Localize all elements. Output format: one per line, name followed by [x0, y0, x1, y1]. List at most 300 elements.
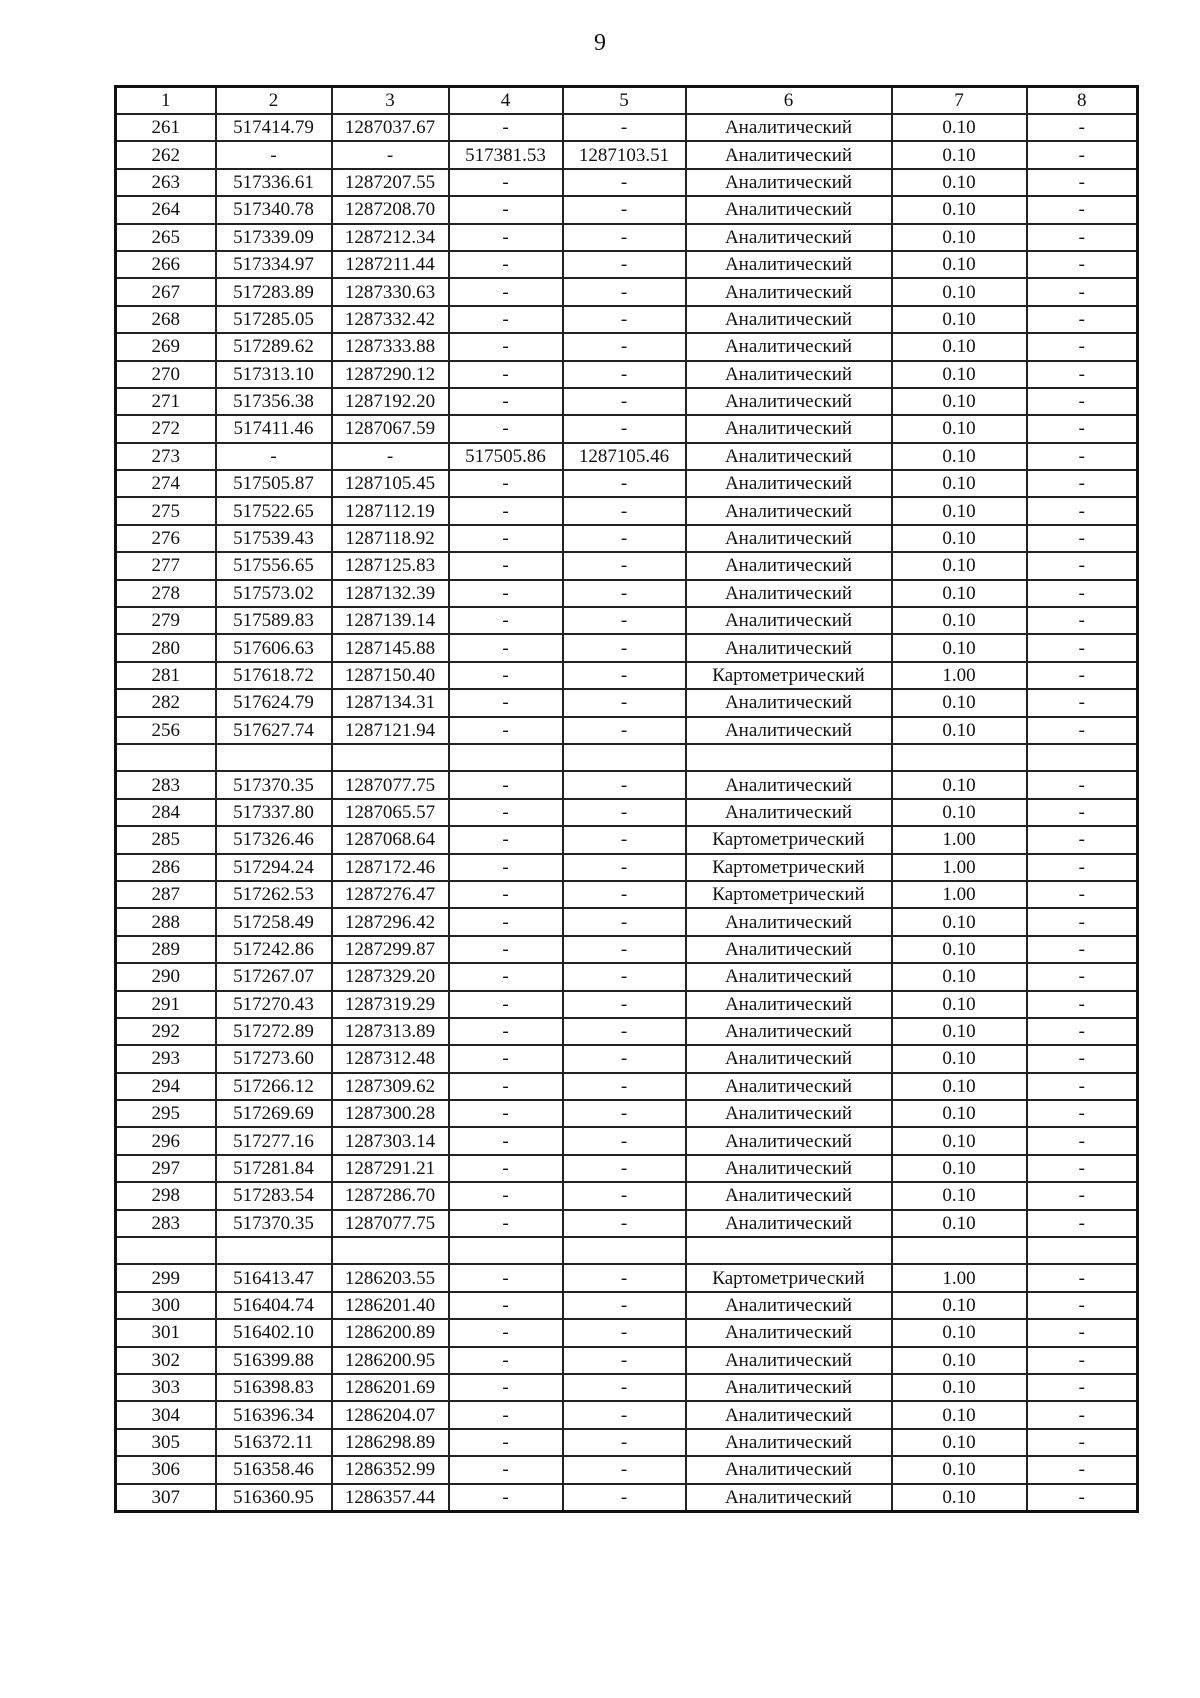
table-cell: 1287112.19 — [332, 497, 449, 524]
table-cell: - — [1027, 306, 1138, 333]
table-cell: - — [563, 525, 686, 552]
table-cell: - — [563, 1264, 686, 1291]
table-cell: 301 — [116, 1319, 216, 1346]
table-cell: - — [332, 141, 449, 168]
table-cell: - — [563, 1155, 686, 1182]
table-cell: 268 — [116, 306, 216, 333]
table-cell: 1286204.07 — [332, 1401, 449, 1428]
table-cell: 517340.78 — [216, 196, 332, 223]
table-cell: 517289.62 — [216, 333, 332, 360]
table-row — [116, 936, 1138, 963]
table-row — [116, 1210, 1138, 1237]
table-cell: - — [449, 1456, 563, 1483]
table-cell: - — [1027, 141, 1138, 168]
table-row — [116, 1484, 1138, 1512]
table-cell: 517242.86 — [216, 936, 332, 963]
table-cell: - — [1027, 443, 1138, 470]
table-cell: 517283.54 — [216, 1182, 332, 1209]
table-cell: - — [563, 854, 686, 881]
table-cell: 285 — [116, 826, 216, 853]
table-cell: 291 — [116, 991, 216, 1018]
table-cell: 0.10 — [892, 1155, 1027, 1182]
table-row — [116, 443, 1138, 470]
table-cell: 0.10 — [892, 634, 1027, 661]
table-cell: - — [449, 799, 563, 826]
table-cell: Аналитический — [686, 1018, 892, 1045]
table-cell: - — [563, 717, 686, 744]
table-row — [116, 1155, 1138, 1182]
table-row — [116, 169, 1138, 196]
table-cell — [563, 1237, 686, 1264]
table-cell: 517326.46 — [216, 826, 332, 853]
table-cell: 1287077.75 — [332, 771, 449, 798]
table-cell: 517283.89 — [216, 278, 332, 305]
table-cell: 0.10 — [892, 1073, 1027, 1100]
table-cell: 517273.60 — [216, 1045, 332, 1072]
table-cell: - — [449, 1045, 563, 1072]
table-cell: 0.10 — [892, 141, 1027, 168]
table-cell: - — [1027, 552, 1138, 579]
table-row — [116, 1073, 1138, 1100]
table-row — [116, 114, 1138, 141]
table-cell: 307 — [116, 1484, 216, 1512]
table-cell: 261 — [116, 114, 216, 141]
table-cell: Аналитический — [686, 141, 892, 168]
table-body — [116, 114, 1138, 1511]
table-cell: Аналитический — [686, 607, 892, 634]
table-cell: - — [563, 1210, 686, 1237]
table-cell: - — [1027, 1347, 1138, 1374]
table-cell: 0.10 — [892, 799, 1027, 826]
table-cell: 1286200.89 — [332, 1319, 449, 1346]
table-cell: 1.00 — [892, 662, 1027, 689]
table-cell: - — [449, 196, 563, 223]
table-cell: 304 — [116, 1401, 216, 1428]
table-cell: - — [1027, 963, 1138, 990]
table-cell: 1287068.64 — [332, 826, 449, 853]
table-cell: 0.10 — [892, 1045, 1027, 1072]
table-cell: 1.00 — [892, 1264, 1027, 1291]
table-cell: 517381.53 — [449, 141, 563, 168]
table-cell: - — [449, 361, 563, 388]
table-cell: 1287121.94 — [332, 717, 449, 744]
table-cell: 306 — [116, 1456, 216, 1483]
table-cell: - — [1027, 1264, 1138, 1291]
table-cell: Аналитический — [686, 1182, 892, 1209]
table-cell: - — [1027, 854, 1138, 881]
table-cell: - — [449, 854, 563, 881]
table-cell: 517269.69 — [216, 1100, 332, 1127]
table-row — [116, 771, 1138, 798]
table-cell: 0.10 — [892, 224, 1027, 251]
table-cell: 0.10 — [892, 689, 1027, 716]
table-cell: 297 — [116, 1155, 216, 1182]
table-cell: Аналитический — [686, 361, 892, 388]
table-cell: 273 — [116, 443, 216, 470]
table-cell: 281 — [116, 662, 216, 689]
table-cell — [216, 1237, 332, 1264]
table-cell: - — [563, 196, 686, 223]
table-cell: 279 — [116, 607, 216, 634]
table-cell: 517337.80 — [216, 799, 332, 826]
table-cell: 517624.79 — [216, 689, 332, 716]
table-cell: - — [1027, 1018, 1138, 1045]
table-cell: 517411.46 — [216, 415, 332, 442]
table-cell: - — [1027, 388, 1138, 415]
table-cell: 282 — [116, 689, 216, 716]
table-cell: Картометрический — [686, 881, 892, 908]
table-cell: 0.10 — [892, 1210, 1027, 1237]
table-cell: - — [563, 251, 686, 278]
table-cell: - — [563, 278, 686, 305]
table-cell: - — [563, 662, 686, 689]
table-cell: - — [1027, 634, 1138, 661]
table-cell: - — [449, 251, 563, 278]
table-cell: 1287118.92 — [332, 525, 449, 552]
table-row — [116, 306, 1138, 333]
table-cell: 277 — [116, 552, 216, 579]
table-cell: 1287313.89 — [332, 1018, 449, 1045]
table-cell: 0.10 — [892, 1127, 1027, 1154]
table-cell: - — [449, 1264, 563, 1291]
table-cell: - — [563, 580, 686, 607]
table-cell: - — [449, 278, 563, 305]
table-cell: 517281.84 — [216, 1155, 332, 1182]
table-cell: - — [449, 1374, 563, 1401]
table-cell: 293 — [116, 1045, 216, 1072]
table-cell: 1287291.21 — [332, 1155, 449, 1182]
table-cell: - — [563, 361, 686, 388]
table-cell: 272 — [116, 415, 216, 442]
table-cell: - — [449, 771, 563, 798]
table-cell: - — [563, 169, 686, 196]
table-cell: 0.10 — [892, 470, 1027, 497]
table-cell: 294 — [116, 1073, 216, 1100]
table-cell: 517589.83 — [216, 607, 332, 634]
table-cell: - — [563, 1401, 686, 1428]
table-cell: - — [563, 114, 686, 141]
table-cell: 1287192.20 — [332, 388, 449, 415]
table-cell: - — [449, 607, 563, 634]
table-row — [116, 799, 1138, 826]
table-cell: Аналитический — [686, 1292, 892, 1319]
table-cell: - — [449, 525, 563, 552]
table-cell: - — [449, 114, 563, 141]
table-cell: 1287290.12 — [332, 361, 449, 388]
table-cell: 516358.46 — [216, 1456, 332, 1483]
table-cell: - — [1027, 991, 1138, 1018]
table-cell: Аналитический — [686, 306, 892, 333]
table-cell: 517556.65 — [216, 552, 332, 579]
table-cell: 284 — [116, 799, 216, 826]
table-cell: Картометрический — [686, 826, 892, 853]
table-cell: 271 — [116, 388, 216, 415]
table-cell: 0.10 — [892, 771, 1027, 798]
table-cell: Аналитический — [686, 1347, 892, 1374]
table-row — [116, 1429, 1138, 1456]
table-cell: Аналитический — [686, 1374, 892, 1401]
table-cell: Аналитический — [686, 1456, 892, 1483]
table-cell: - — [216, 443, 332, 470]
table-row — [116, 1018, 1138, 1045]
table-cell: 1287300.28 — [332, 1100, 449, 1127]
table-cell: 0.10 — [892, 991, 1027, 1018]
table-cell: - — [563, 1045, 686, 1072]
table-cell: 1287207.55 — [332, 169, 449, 196]
table-cell: 1287134.31 — [332, 689, 449, 716]
table-cell: - — [563, 552, 686, 579]
table-cell: 517370.35 — [216, 771, 332, 798]
table-cell: 1286201.69 — [332, 1374, 449, 1401]
table-cell: Аналитический — [686, 415, 892, 442]
table-cell: 1287145.88 — [332, 634, 449, 661]
table-cell: 516398.83 — [216, 1374, 332, 1401]
table-cell: 265 — [116, 224, 216, 251]
table-cell: - — [563, 771, 686, 798]
table-row — [116, 196, 1138, 223]
table-cell: - — [563, 1292, 686, 1319]
page-number: 9 — [594, 30, 606, 56]
table-cell: Аналитический — [686, 1401, 892, 1428]
table-cell: - — [449, 1182, 563, 1209]
table-cell — [563, 744, 686, 771]
table-cell: 516396.34 — [216, 1401, 332, 1428]
table-cell: 517270.43 — [216, 991, 332, 1018]
table-cell: - — [1027, 333, 1138, 360]
table-cell: 1287065.57 — [332, 799, 449, 826]
table-row — [116, 1401, 1138, 1428]
table-cell: - — [563, 1374, 686, 1401]
table-cell: 0.10 — [892, 963, 1027, 990]
table-cell — [449, 1237, 563, 1264]
table-cell: 0.10 — [892, 1347, 1027, 1374]
table-cell: - — [1027, 826, 1138, 853]
table-cell: 1287296.42 — [332, 908, 449, 935]
table-cell: 1287333.88 — [332, 333, 449, 360]
table-cell: - — [449, 224, 563, 251]
table-cell: 0.10 — [892, 1484, 1027, 1512]
coordinates-table-container — [114, 85, 1136, 1513]
table-cell: Аналитический — [686, 1155, 892, 1182]
table-row — [116, 141, 1138, 168]
table-cell: 0.10 — [892, 1292, 1027, 1319]
table-row — [116, 1374, 1138, 1401]
table-row — [116, 689, 1138, 716]
table-cell — [1027, 744, 1138, 771]
table-cell: 517573.02 — [216, 580, 332, 607]
table-cell: - — [1027, 936, 1138, 963]
table-cell: - — [563, 1456, 686, 1483]
table-cell: Аналитический — [686, 1100, 892, 1127]
table-row — [116, 1045, 1138, 1072]
table-cell: - — [449, 1292, 563, 1319]
table-cell: 517505.86 — [449, 443, 563, 470]
table-cell: 517539.43 — [216, 525, 332, 552]
table-cell: Аналитический — [686, 443, 892, 470]
table-cell: Аналитический — [686, 278, 892, 305]
coordinates-table — [114, 85, 1139, 1513]
table-cell: 0.10 — [892, 169, 1027, 196]
table-cell: 266 — [116, 251, 216, 278]
table-cell: - — [449, 1347, 563, 1374]
table-cell: 516402.10 — [216, 1319, 332, 1346]
table-cell: 280 — [116, 634, 216, 661]
table-cell: 289 — [116, 936, 216, 963]
table-cell: - — [563, 306, 686, 333]
table-cell: - — [449, 881, 563, 908]
table-cell: - — [449, 169, 563, 196]
table-cell: 517505.87 — [216, 470, 332, 497]
table-cell: 517356.38 — [216, 388, 332, 415]
table-row — [116, 607, 1138, 634]
table-cell: - — [449, 1100, 563, 1127]
table-cell: 1287332.42 — [332, 306, 449, 333]
table-cell: 0.10 — [892, 1018, 1027, 1045]
table-cell: 262 — [116, 141, 216, 168]
table-cell: Аналитический — [686, 963, 892, 990]
table-cell: 269 — [116, 333, 216, 360]
table-cell: Аналитический — [686, 169, 892, 196]
table-cell: 0.10 — [892, 388, 1027, 415]
table-cell: - — [1027, 196, 1138, 223]
table-cell: 0.10 — [892, 1374, 1027, 1401]
table-cell: 0.10 — [892, 114, 1027, 141]
table-cell: 1286201.40 — [332, 1292, 449, 1319]
table-cell: - — [1027, 580, 1138, 607]
table-cell: - — [449, 826, 563, 853]
table-cell: 1287150.40 — [332, 662, 449, 689]
table-cell: Аналитический — [686, 634, 892, 661]
column-header: 8 — [1027, 87, 1138, 115]
table-cell: - — [449, 1155, 563, 1182]
table-cell: 516399.88 — [216, 1347, 332, 1374]
table-cell: 1287139.14 — [332, 607, 449, 634]
table-cell: - — [1027, 1292, 1138, 1319]
table-cell: 1.00 — [892, 854, 1027, 881]
table-cell: - — [1027, 1182, 1138, 1209]
table-cell: - — [563, 1073, 686, 1100]
table-cell: - — [1027, 1456, 1138, 1483]
table-row — [116, 1292, 1138, 1319]
table-cell: - — [449, 497, 563, 524]
table-row — [116, 991, 1138, 1018]
table-cell: Аналитический — [686, 388, 892, 415]
table-cell: - — [563, 224, 686, 251]
table-cell: 1287303.14 — [332, 1127, 449, 1154]
table-cell: 0.10 — [892, 333, 1027, 360]
table-row — [116, 1127, 1138, 1154]
table-cell: - — [449, 991, 563, 1018]
table-cell: 1287212.34 — [332, 224, 449, 251]
table-cell: - — [1027, 1484, 1138, 1512]
table-cell: 0.10 — [892, 443, 1027, 470]
table-cell: 0.10 — [892, 497, 1027, 524]
table-cell: - — [449, 908, 563, 935]
table-cell: 517339.09 — [216, 224, 332, 251]
table-cell — [332, 1237, 449, 1264]
column-header: 6 — [686, 87, 892, 115]
table-cell: - — [449, 1319, 563, 1346]
column-header: 2 — [216, 87, 332, 115]
table-cell: - — [449, 388, 563, 415]
table-cell: 0.10 — [892, 717, 1027, 744]
table-cell: Аналитический — [686, 525, 892, 552]
table-row — [116, 717, 1138, 744]
table-cell: 517336.61 — [216, 169, 332, 196]
table-cell: 0.10 — [892, 306, 1027, 333]
table-cell: - — [449, 717, 563, 744]
table-cell: 517606.63 — [216, 634, 332, 661]
table-row — [116, 470, 1138, 497]
table-cell: 274 — [116, 470, 216, 497]
table-cell: Аналитический — [686, 470, 892, 497]
table-cell: 256 — [116, 717, 216, 744]
table-cell: 517285.05 — [216, 306, 332, 333]
column-header: 3 — [332, 87, 449, 115]
table-cell: 1287309.62 — [332, 1073, 449, 1100]
table-cell: 0.10 — [892, 1182, 1027, 1209]
table-cell: Аналитический — [686, 799, 892, 826]
table-row — [116, 580, 1138, 607]
table-cell: - — [563, 963, 686, 990]
table-cell: 287 — [116, 881, 216, 908]
table-row — [116, 361, 1138, 388]
table-row — [116, 1237, 1138, 1264]
table-cell: - — [449, 1018, 563, 1045]
table-cell — [116, 744, 216, 771]
table-row — [116, 1319, 1138, 1346]
table-cell: 278 — [116, 580, 216, 607]
table-cell: 0.10 — [892, 552, 1027, 579]
table-cell: 283 — [116, 1210, 216, 1237]
table-cell — [892, 744, 1027, 771]
table-cell: - — [449, 1484, 563, 1512]
table-cell: 0.10 — [892, 361, 1027, 388]
table-cell: - — [1027, 1374, 1138, 1401]
table-cell: - — [1027, 278, 1138, 305]
table-cell: 0.10 — [892, 607, 1027, 634]
table-cell: 302 — [116, 1347, 216, 1374]
table-cell: - — [1027, 1045, 1138, 1072]
table-row — [116, 963, 1138, 990]
table-cell — [216, 744, 332, 771]
table-cell: - — [449, 936, 563, 963]
table-cell: 517267.07 — [216, 963, 332, 990]
table-row — [116, 908, 1138, 935]
table-cell: 1287286.70 — [332, 1182, 449, 1209]
table-cell: 1286352.99 — [332, 1456, 449, 1483]
table-cell: - — [1027, 881, 1138, 908]
table-cell: - — [449, 306, 563, 333]
table-cell: - — [1027, 1073, 1138, 1100]
table-cell: Аналитический — [686, 114, 892, 141]
table-cell: - — [216, 141, 332, 168]
table-cell: 290 — [116, 963, 216, 990]
table-cell — [686, 1237, 892, 1264]
table-cell: 517258.49 — [216, 908, 332, 935]
table-row — [116, 1456, 1138, 1483]
table-cell: - — [1027, 1155, 1138, 1182]
table-cell — [686, 744, 892, 771]
table-cell: 0.10 — [892, 1100, 1027, 1127]
table-cell: Аналитический — [686, 1127, 892, 1154]
table-cell: 517313.10 — [216, 361, 332, 388]
table-cell — [1027, 1237, 1138, 1264]
table-cell: 517262.53 — [216, 881, 332, 908]
table-cell: - — [563, 415, 686, 442]
table-cell: 0.10 — [892, 908, 1027, 935]
table-cell: 275 — [116, 497, 216, 524]
